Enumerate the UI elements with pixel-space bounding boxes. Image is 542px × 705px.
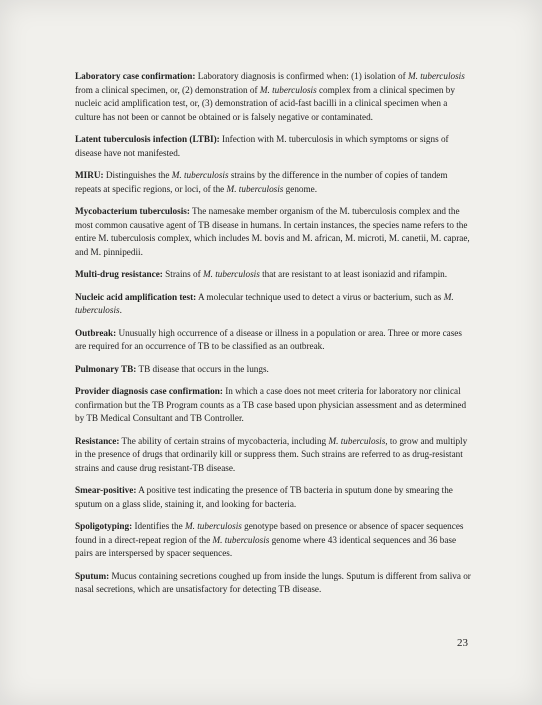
page-number: 23	[457, 637, 468, 649]
definition-text: Identifies the	[132, 521, 185, 531]
italic-text: M. tuberculosis	[185, 521, 242, 531]
glossary-term: Mycobacterium tuberculosis:	[75, 206, 190, 216]
glossary-entry	[75, 363, 475, 377]
glossary-entry	[75, 133, 475, 160]
glossary-entry	[75, 385, 475, 426]
glossary-entry	[75, 435, 475, 476]
definition-text: Unusually high occurrence of a disease or illness in a population or area. Three or more cases are required for an occurrence of TB to be classified as an outbreak.	[75, 327, 462, 351]
definition-text: The namesake member organism of the M. tuberculosis complex and the most common causative agent of TB disease in humans. In certain instances, the species name refers to the entire M. tuberculosis complex, which includes M. bovis and M. african, M. microti, M. canetii, M. caprae, and M. pinnipedii.	[75, 206, 470, 257]
definition-text: The ability of certain strains of mycobacteria, including	[119, 435, 329, 446]
glossary-term: Outbreak:	[75, 327, 117, 338]
definition-text: complex from a clinical specimen by nucleic acid amplification test, or, (3) demonstration of acid-fast bacilli in a clinical specimen when a culture has not been or cannot be obtained or is falsely negative or contaminated.	[75, 84, 455, 122]
definition-text: Mucus containing secretions coughed up from inside the lungs. Sputum is different from saliva or nasal secretions, which are unsatisfactory for detecting TB disease.	[75, 570, 471, 594]
definition-text: that are resistant to at least isoniazid and rifampin.	[259, 269, 448, 279]
definition-text: Laboratory diagnosis is confirmed when: (1) isolation of	[195, 71, 408, 81]
definition-text: Strains of	[162, 269, 203, 279]
definition-text: genome where 43 identical sequences and 36 base pairs are interspersed by spacer sequences.	[75, 534, 457, 558]
glossary-term: Resistance:	[75, 435, 120, 446]
definition-text: A positive test indicating the presence of TB bacteria in sputum done by smearing the sputum on a glass slide, staining it, and looking for bacteria.	[75, 485, 453, 509]
glossary-content	[75, 70, 475, 606]
glossary-entry	[75, 205, 475, 259]
italic-text: M. tuberculosis	[226, 183, 284, 194]
glossary-term: Smear-positive:	[75, 485, 137, 495]
definition-text: from a clinical specimen, or, (2) demonstration of	[75, 84, 260, 95]
glossary-entry	[75, 268, 475, 282]
glossary-term: Multi-drug resistance:	[75, 269, 163, 279]
glossary-term: Spoligotyping:	[75, 521, 133, 531]
italic-text: M. tuberculosis	[259, 84, 317, 95]
glossary-entry	[75, 520, 475, 561]
glossary-term: Latent tuberculosis infection (LTBI):	[75, 134, 220, 144]
glossary-entry	[75, 291, 475, 318]
glossary-term: Laboratory case confirmation:	[75, 71, 196, 81]
glossary-term: Provider diagnosis case confirmation:	[75, 386, 223, 396]
definition-text: genotype based on presence or absence of spacer sequences found in a direct-repeat region of the	[75, 521, 464, 545]
italic-text: M. tuberculosis	[75, 291, 454, 315]
glossary-entry	[75, 169, 475, 196]
definition-text: In which a case does not meet criteria for laboratory nor clinical confirmation but the TB Program counts as a TB case based upon physician assessment and as determined by TB Medical Consultant and TB Controller.	[75, 386, 467, 423]
italic-text: M. tuberculosis	[328, 435, 386, 446]
definition-text: Distinguishes the	[103, 170, 172, 180]
italic-text: M. tuberculosis	[171, 170, 229, 180]
glossary-term: Pulmonary TB:	[75, 363, 137, 374]
glossary-entry	[75, 570, 475, 597]
definition-text: .	[119, 305, 122, 315]
definition-text: A molecular technique used to detect a virus or bacterium, such as	[196, 291, 444, 302]
definition-text: strains by the difference in the number of copies of tandem repeats at specific regions, or loci, of the	[75, 170, 448, 194]
italic-text: M. tuberculosis	[212, 534, 270, 545]
definition-text: , to grow and multiply in the presence of drugs that ordinarily kill or suppress them. Such strains are referred to as drug-resistant strains and cause drug resistant-TB disease.	[75, 435, 468, 473]
definition-text: genome.	[283, 183, 318, 194]
glossary-entry	[75, 70, 475, 124]
definition-text: TB disease that occurs in the lungs.	[136, 363, 269, 374]
glossary-term: Nucleic acid amplification test:	[75, 291, 197, 302]
italic-text: M. tuberculosis	[407, 71, 465, 81]
glossary-entry	[75, 484, 475, 511]
glossary-term: Sputum:	[75, 570, 110, 581]
italic-text: M. tuberculosis	[202, 269, 260, 279]
definition-text: Infection with M. tuberculosis in which symptoms or signs of disease have not manifested.	[75, 134, 449, 158]
glossary-term: MIRU:	[75, 170, 104, 180]
glossary-entry	[75, 327, 475, 354]
